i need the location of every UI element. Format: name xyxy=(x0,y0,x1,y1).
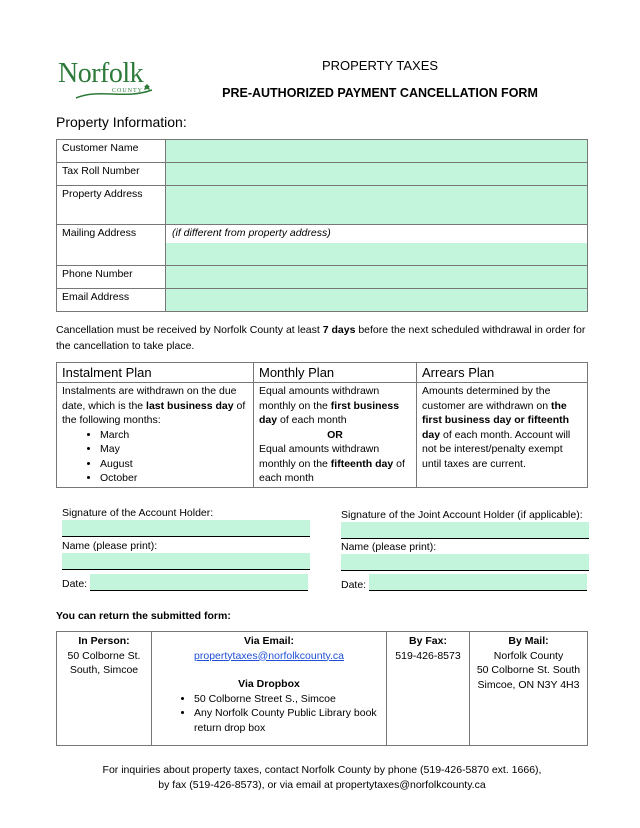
monthly-text-2: of each month xyxy=(277,414,347,426)
email-field[interactable] xyxy=(166,289,588,312)
monthly-text-1: Equal amounts withdrawn monthly on the xyxy=(259,385,380,412)
dropbox-list xyxy=(156,692,382,736)
mailing-address-field[interactable] xyxy=(166,243,587,265)
instalment-bold: last business day xyxy=(146,399,234,412)
property-address-field[interactable] xyxy=(166,186,588,225)
joint-holder-name-label: Name (please print): xyxy=(341,541,437,553)
property-info-title: Property Information: xyxy=(56,114,187,130)
arrears-text-2: of each month. Account will not be interest/penalty exempt until taxes are current. xyxy=(422,428,571,470)
norfolk-county-logo xyxy=(58,58,154,104)
month-item: • March xyxy=(100,428,248,443)
monthly-bold-1: first business day xyxy=(259,399,400,426)
logo-county-text: COUNTY xyxy=(112,88,143,94)
joint-holder-signature-label: Signature of the Joint Account Holder (if applicable): xyxy=(341,509,583,521)
account-holder-signature-label: Signature of the Account Holder: xyxy=(62,507,214,519)
cancellation-text-b: before the next scheduled withdrawal in order for the cancellation to take place. xyxy=(56,324,586,352)
month-item: • May xyxy=(100,442,248,457)
monthly-text-4: of each month xyxy=(259,457,405,484)
instalment-plan-description xyxy=(57,383,254,488)
instalment-text-1: Instalments are withdrawn on the due date, which is the xyxy=(62,385,237,412)
fax-title: By Fax: xyxy=(409,635,447,647)
property-info-table xyxy=(56,139,588,312)
arrears-text-1: Amounts determined by the customer are withdrawn on xyxy=(422,385,551,412)
footer-line-1: For inquiries about property taxes, contact Norfolk County by phone (519-426-5870 ext. 1666), xyxy=(102,764,542,776)
phone-label: Phone Number xyxy=(57,266,166,289)
monthly-or: OR xyxy=(327,428,343,441)
footer-line-2: by fax (519-426-8573), or via email at propertytaxes@norfolkcounty.ca xyxy=(158,779,486,791)
property-address-label: Property Address xyxy=(57,186,166,225)
dropbox-location: • Any Norfolk County Public Library book return drop box xyxy=(194,706,382,735)
tax-roll-field[interactable] xyxy=(166,163,588,186)
tax-roll-label: Tax Roll Number xyxy=(57,163,166,186)
monthly-plan-title: Monthly Plan xyxy=(254,363,417,383)
mail-line-1: Norfolk County xyxy=(493,649,564,662)
dropbox-location: • 50 Colborne Street S., Simcoe xyxy=(194,692,382,707)
in-person-title: In Person: xyxy=(78,635,130,647)
mail-title: By Mail: xyxy=(508,635,549,647)
joint-holder-date-field[interactable] xyxy=(369,574,587,591)
plans-table xyxy=(56,362,588,488)
mail-line-2: 50 Colborne St. South Simcoe, ON N3Y 4H3 xyxy=(476,664,581,691)
footer-contact xyxy=(60,763,584,793)
account-holder-name-label: Name (please print): xyxy=(62,540,158,552)
return-methods-table xyxy=(56,631,588,746)
mailing-address-note: (if different from property address) xyxy=(166,225,587,243)
email-label: Email Address xyxy=(57,289,166,312)
dropbox-title: Via Dropbox xyxy=(238,678,300,690)
fax-number: 519-426-8573 xyxy=(395,649,461,662)
arrears-plan-title: Arrears Plan xyxy=(417,363,588,383)
instalment-months-list xyxy=(62,428,248,486)
mailing-address-label: Mailing Address xyxy=(57,225,166,266)
cancellation-text-a: Cancellation must be received by Norfolk County at least xyxy=(56,324,323,336)
account-holder-date-label: Date: xyxy=(62,578,88,590)
email-title: Via Email: xyxy=(244,635,294,647)
arrears-bold: the first business day or fifteenth day xyxy=(422,399,570,441)
in-person-address: 50 Colborne St. South, Simcoe xyxy=(67,649,141,676)
phone-field[interactable] xyxy=(166,266,588,289)
arrears-plan-description xyxy=(417,383,588,488)
account-holder-signature-field[interactable] xyxy=(62,520,310,537)
account-holder-date-field[interactable] xyxy=(90,574,308,591)
form-title: PRE-AUTHORIZED PAYMENT CANCELLATION FORM xyxy=(222,86,538,100)
in-person-cell xyxy=(57,632,152,746)
cancellation-notice xyxy=(56,322,590,354)
instalment-text-2: of the following months: xyxy=(62,399,246,426)
account-holder-name-field[interactable] xyxy=(62,553,310,570)
monthly-plan-description xyxy=(254,383,417,488)
fax-cell xyxy=(387,632,470,746)
email-link[interactable]: propertytaxes@norfolkcounty.ca xyxy=(194,649,344,662)
return-form-title: You can return the submitted form: xyxy=(56,610,231,622)
month-item: • October xyxy=(100,471,248,486)
mail-cell xyxy=(470,632,588,746)
joint-holder-signature-field[interactable] xyxy=(341,522,589,539)
customer-name-label: Customer Name xyxy=(57,140,166,163)
joint-holder-name-field[interactable] xyxy=(341,554,589,571)
cancellation-days: 7 days xyxy=(322,324,356,336)
instalment-plan-title: Instalment Plan xyxy=(57,363,254,383)
month-item: • August xyxy=(100,457,248,472)
monthly-text-3: Equal amounts withdrawn monthly on the xyxy=(259,443,380,470)
email-dropbox-cell xyxy=(152,632,387,746)
header-department: PROPERTY TAXES xyxy=(321,58,439,73)
customer-name-field[interactable] xyxy=(166,140,588,163)
logo-wordmark: Norfolk xyxy=(58,58,144,89)
monthly-bold-2: fifteenth day xyxy=(330,457,394,470)
joint-holder-date-label: Date: xyxy=(341,579,367,591)
